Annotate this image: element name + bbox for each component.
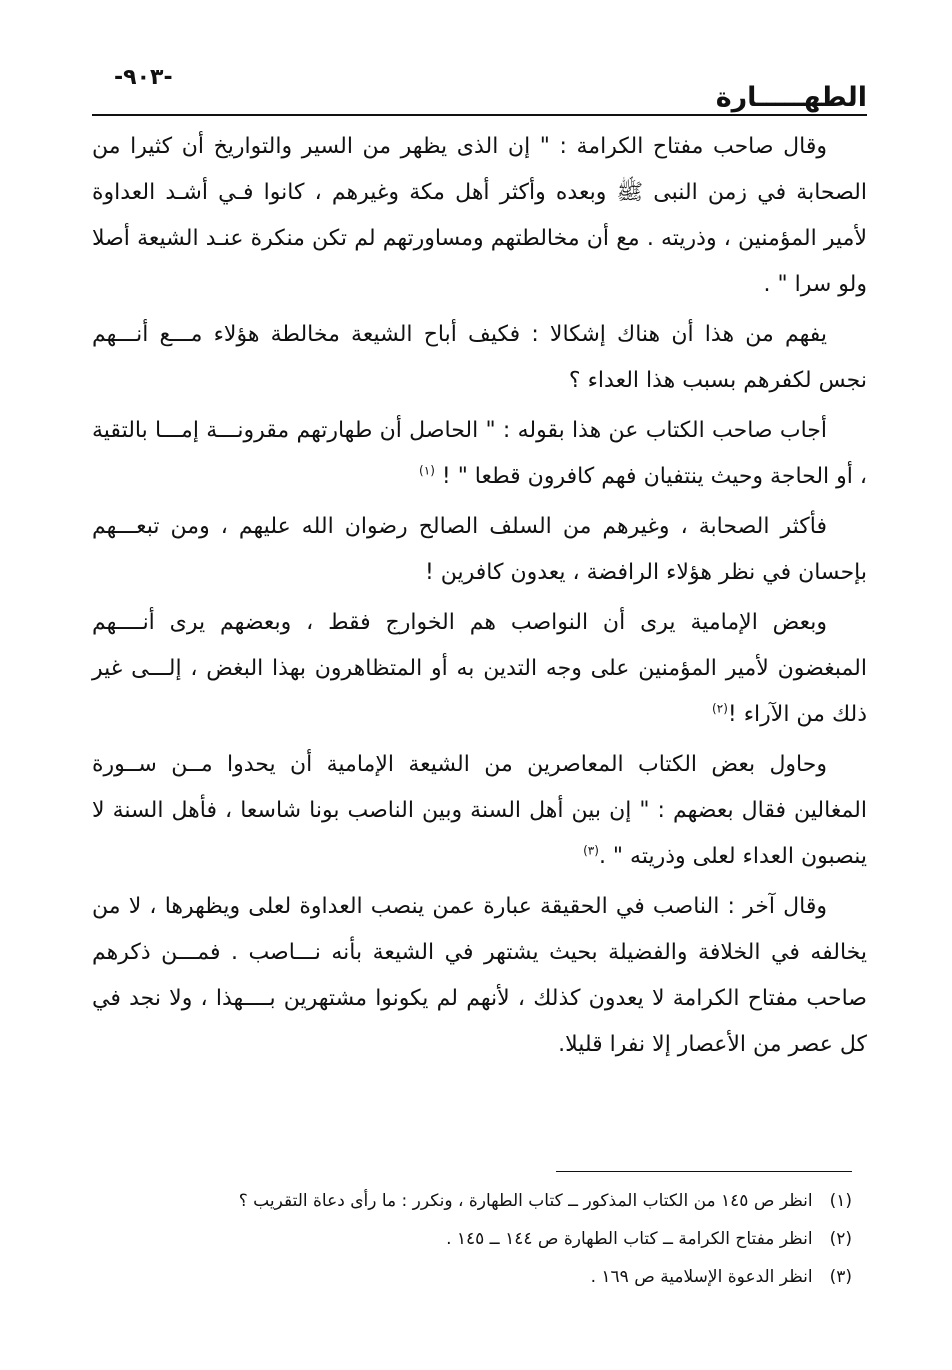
paragraph-text: وبعض الإمامية يرى أن النواصب هم الخوارج فقط ، وبعضهم يرى أنــــهم المبغضون لأمير المؤمنين على وجه التدين به أو المتظاهرون بهذا البغض ، إلـــى غير ذلك من الآراء ! (92, 610, 867, 727)
page-header (92, 64, 867, 120)
footnote-ref-2[interactable]: (٢) (712, 701, 728, 716)
paragraph-1 (92, 124, 867, 308)
footnote-number: (٣) (829, 1267, 852, 1287)
body-text (92, 124, 867, 1068)
footnote-divider (556, 1171, 852, 1172)
paragraph-4 (92, 504, 867, 596)
paragraph-6 (92, 742, 867, 880)
footnote-ref-1[interactable]: (١) (419, 463, 435, 478)
footnote-2 (92, 1220, 852, 1258)
page-number: -٩٠٣- (114, 65, 173, 90)
paragraph-text: فأكثر الصحابة ، وغيرهم من السلف الصالح رضوان الله عليهم ، ومن تبعـــهم بإحسان في نظر هؤلاء الرافضة ، يعدون كافرين ! (92, 514, 867, 585)
footnotes (92, 1182, 852, 1296)
paragraph-2 (92, 312, 867, 404)
paragraph-text: أجاب صاحب الكتاب عن هذا بقوله : " الحاصل أن طهارتهم مقرونـــة إمـــا بالتقية ، أو الحاجة وحيث ينتفيان فهم كافرون قطعا " ! (92, 418, 867, 489)
header-divider (92, 114, 867, 116)
paragraph-text: وقال آخر : الناصب في الحقيقة عبارة عمن ينصب العداوة لعلى ويظهرها ، لا من يخالفه في الخلافة والفضيلة بحيث يشتهر في الشيعة بأنه نـــاصب . فمـــن ذكرهم صاحب مفتاح الكرامة لا يعدون كذلك ، لأنهم لم يكونوا مشتهرين بــــهذا ، ولا نجد في كل عصر من الأعصار إلا نفرا قليلا. (92, 894, 867, 1057)
footnote-number: (٢) (829, 1229, 852, 1249)
footnote-3 (92, 1258, 852, 1296)
footnote-text: انظر ص ١٤٥ من الكتاب المذكور ــ كتاب الطهارة ، ونكرر : ما رأى دعاة التقريب ؟ (238, 1191, 813, 1211)
paragraph-text: وقال صاحب مفتاح الكرامة : " إن الذى يظهر من السير والتواريخ أن كثيرا من الصحابة في زمن النبى ﷺ وبعده وأكثر أهل مكة وغيرهم ، كانوا فـي أشـد العداوة لأمير المؤمنين ، وذريته . مع أن مخالطتهم ومساورتهم لم تكن منكرة عنـد الشيعة أصلا ولو سرا " . (92, 134, 867, 297)
paragraph-text: وحاول بعض الكتاب المعاصرين من الشيعة الإمامية أن يحدوا مــن ســورة المغالين فقال بعضهم : " إن بين أهل السنة وبين الناصب بونا شاسعا ، فأهل السنة لا ينصبون العداء لعلى وذريته " . (92, 752, 867, 869)
footnote-text: انظر مفتاح الكرامة ــ كتاب الطهارة ص ١٤٤ ــ ١٤٥ . (446, 1229, 813, 1249)
paragraph-3 (92, 408, 867, 500)
footnote-ref-3[interactable]: (٣) (583, 843, 599, 858)
footnote-1 (92, 1182, 852, 1220)
paragraph-text: يفهم من هذا أن هناك إشكالا : فكيف أباح الشيعة مخالطة هؤلاء مـــع أنـــهم نجس لكفرهم بسبب هذا العداء ؟ (92, 322, 867, 393)
paragraph-5 (92, 600, 867, 738)
paragraph-7 (92, 884, 867, 1068)
chapter-title: الطهـــــارة (715, 82, 867, 113)
footnote-number: (١) (829, 1191, 852, 1211)
footnote-text: انظر الدعوة الإسلامية ص ١٦٩ . (590, 1267, 813, 1287)
